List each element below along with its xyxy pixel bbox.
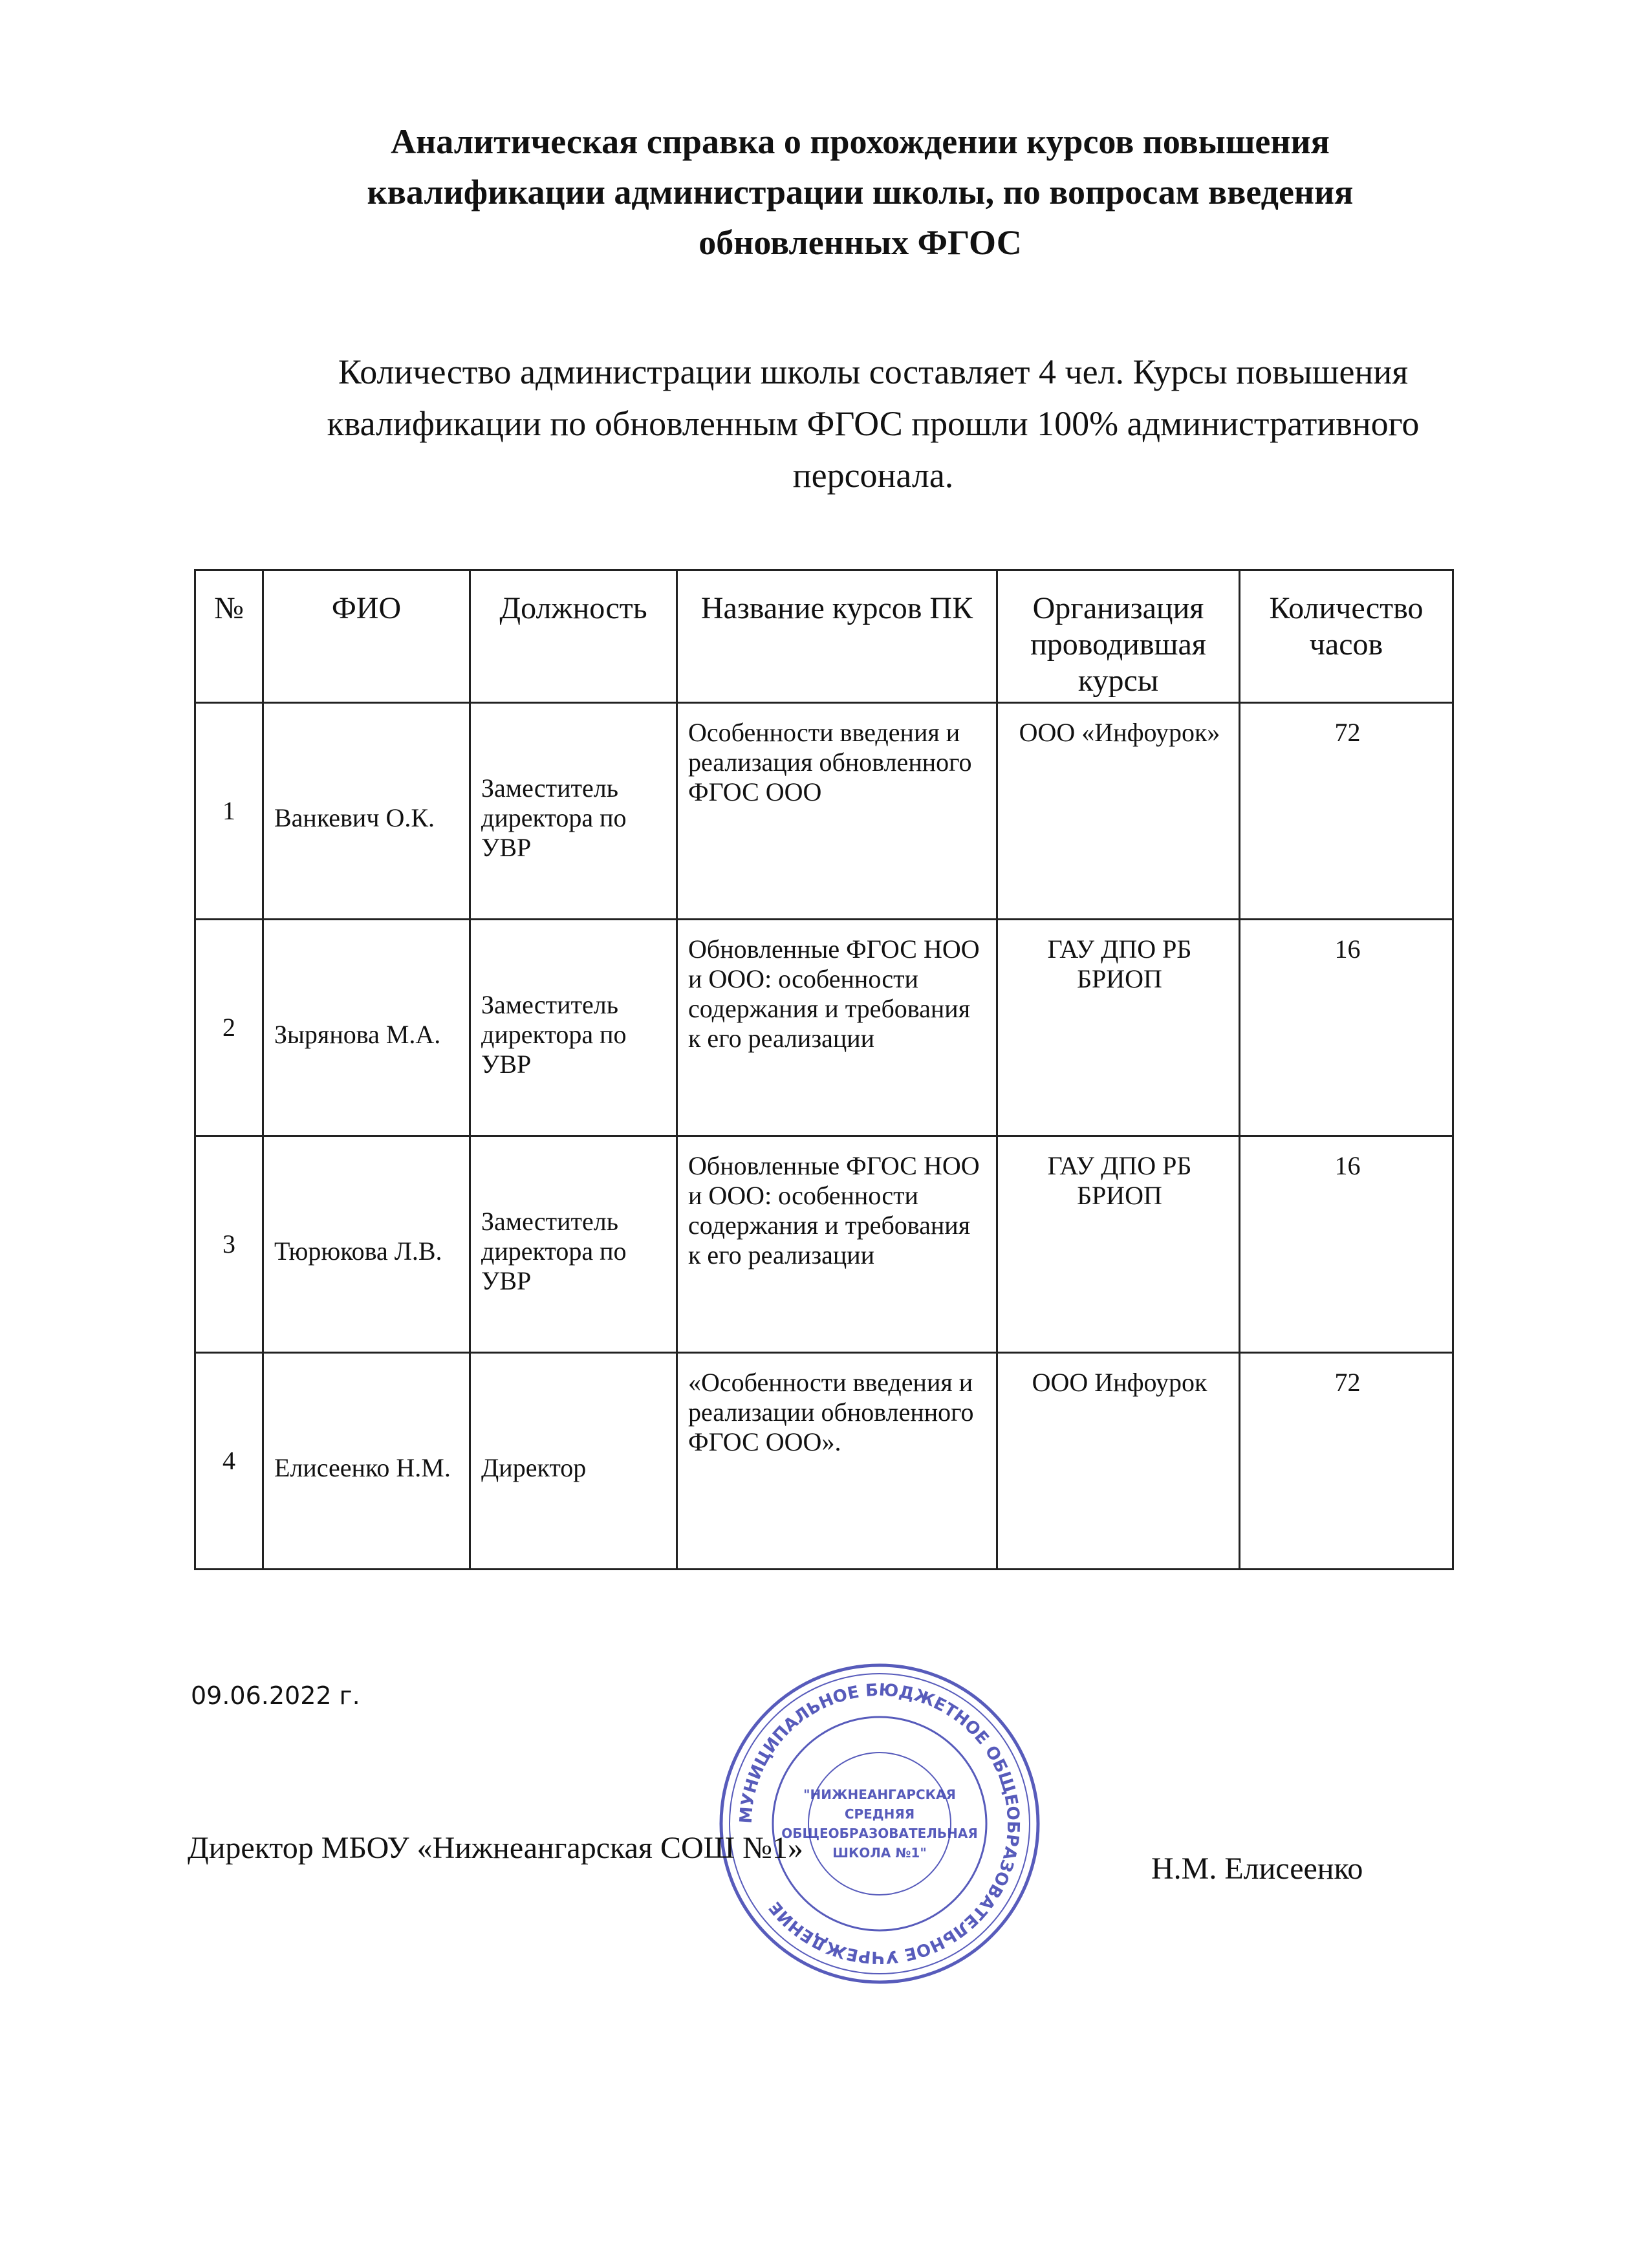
title-line-2: квалификации администрации школы, по вопросам введения (367, 173, 1354, 211)
cell-position: Директор (470, 1353, 677, 1570)
director-name: Н.М. Елисеенко (1151, 1852, 1363, 1886)
document-date: 09.06.2022 г. (191, 1681, 360, 1710)
table-row (195, 703, 1453, 920)
cell-course: «Особенности введения и реализации обновленного ФГОС ООО». (677, 1353, 997, 1570)
school-stamp (711, 1656, 1048, 1992)
header-position: Должность (470, 570, 677, 703)
intro-line-3: персонала. (792, 456, 954, 495)
cell-fio: Ванкевич О.К. (263, 703, 470, 920)
cell-course: Обновленные ФГОС НОО и ООО: особенности содержания и требования к его реализации (677, 920, 997, 1136)
stamp-center-line-1: "НИЖНЕАНГАРСКАЯ (803, 1787, 956, 1802)
cell-hours: 16 (1240, 920, 1453, 1136)
title-line-3: обновленных ФГОС (698, 223, 1022, 262)
stamp-outer-text: МУНИЦИПАЛЬНОЕ БЮДЖЕТНОЕ ОБЩЕОБРАЗОВАТЕЛЬНОЕ УЧРЕЖДЕНИЕ (736, 1680, 1023, 1967)
cell-num: 1 (195, 703, 263, 920)
cell-hours: 72 (1240, 1353, 1453, 1570)
cell-org: ООО Инфоурок (997, 1353, 1240, 1570)
header-num: № (195, 570, 263, 703)
table-header-row (195, 570, 1453, 703)
document-title (285, 116, 1436, 268)
stamp-center-line-3: ОБЩЕОБРАЗОВАТЕЛЬНАЯ (781, 1826, 978, 1841)
svg-text:МУНИЦИПАЛЬНОЕ БЮДЖЕТНОЕ ОБЩЕОБ (737, 1680, 1023, 1967)
table-row (195, 1353, 1453, 1570)
cell-org: ГАУ ДПО РБ БРИОП (997, 1136, 1240, 1353)
intro-line-1: Количество администрации школы составляет 4 чел. Курсы повышения (338, 352, 1409, 391)
cell-fio: Тюрюкова Л.В. (263, 1136, 470, 1353)
cell-hours: 16 (1240, 1136, 1453, 1353)
courses-table (194, 569, 1454, 1570)
cell-position: Заместитель директора по УВР (470, 920, 677, 1136)
cell-num: 2 (195, 920, 263, 1136)
cell-num: 3 (195, 1136, 263, 1353)
cell-position: Заместитель директора по УВР (470, 1136, 677, 1353)
cell-fio: Елисеенко Н.М. (263, 1353, 470, 1570)
header-course: Название курсов ПК (677, 570, 997, 703)
table-row (195, 1136, 1453, 1353)
cell-num: 4 (195, 1353, 263, 1570)
cell-org: ГАУ ДПО РБ БРИОП (997, 920, 1240, 1136)
cell-fio: Зырянова М.А. (263, 920, 470, 1136)
stamp-center-line-2: СРЕДНЯЯ (844, 1806, 915, 1822)
header-hours: Количество часов (1240, 570, 1453, 703)
cell-course: Обновленные ФГОС НОО и ООО: особенности содержания и требования к его реализации (677, 1136, 997, 1353)
intro-line-2: квалификации по обновленным ФГОС прошли 100% административного (327, 404, 1420, 443)
cell-org: ООО «Инфоурок» (997, 703, 1240, 920)
cell-hours: 72 (1240, 703, 1453, 920)
director-title: Директор МБОУ «Нижнеангарская СОШ №1» (188, 1831, 803, 1865)
stamp-center-line-4: ШКОЛА №1" (832, 1845, 927, 1861)
cell-position: Заместитель директора по УВР (470, 703, 677, 920)
header-fio: ФИО (263, 570, 470, 703)
table-row (195, 920, 1453, 1136)
intro-paragraph (272, 346, 1475, 501)
title-line-1: Аналитическая справка о прохождении курсов повышения (391, 122, 1330, 161)
header-org: Организация проводившая курсы (997, 570, 1240, 703)
cell-course: Особенности введения и реализация обновленного ФГОС ООО (677, 703, 997, 920)
